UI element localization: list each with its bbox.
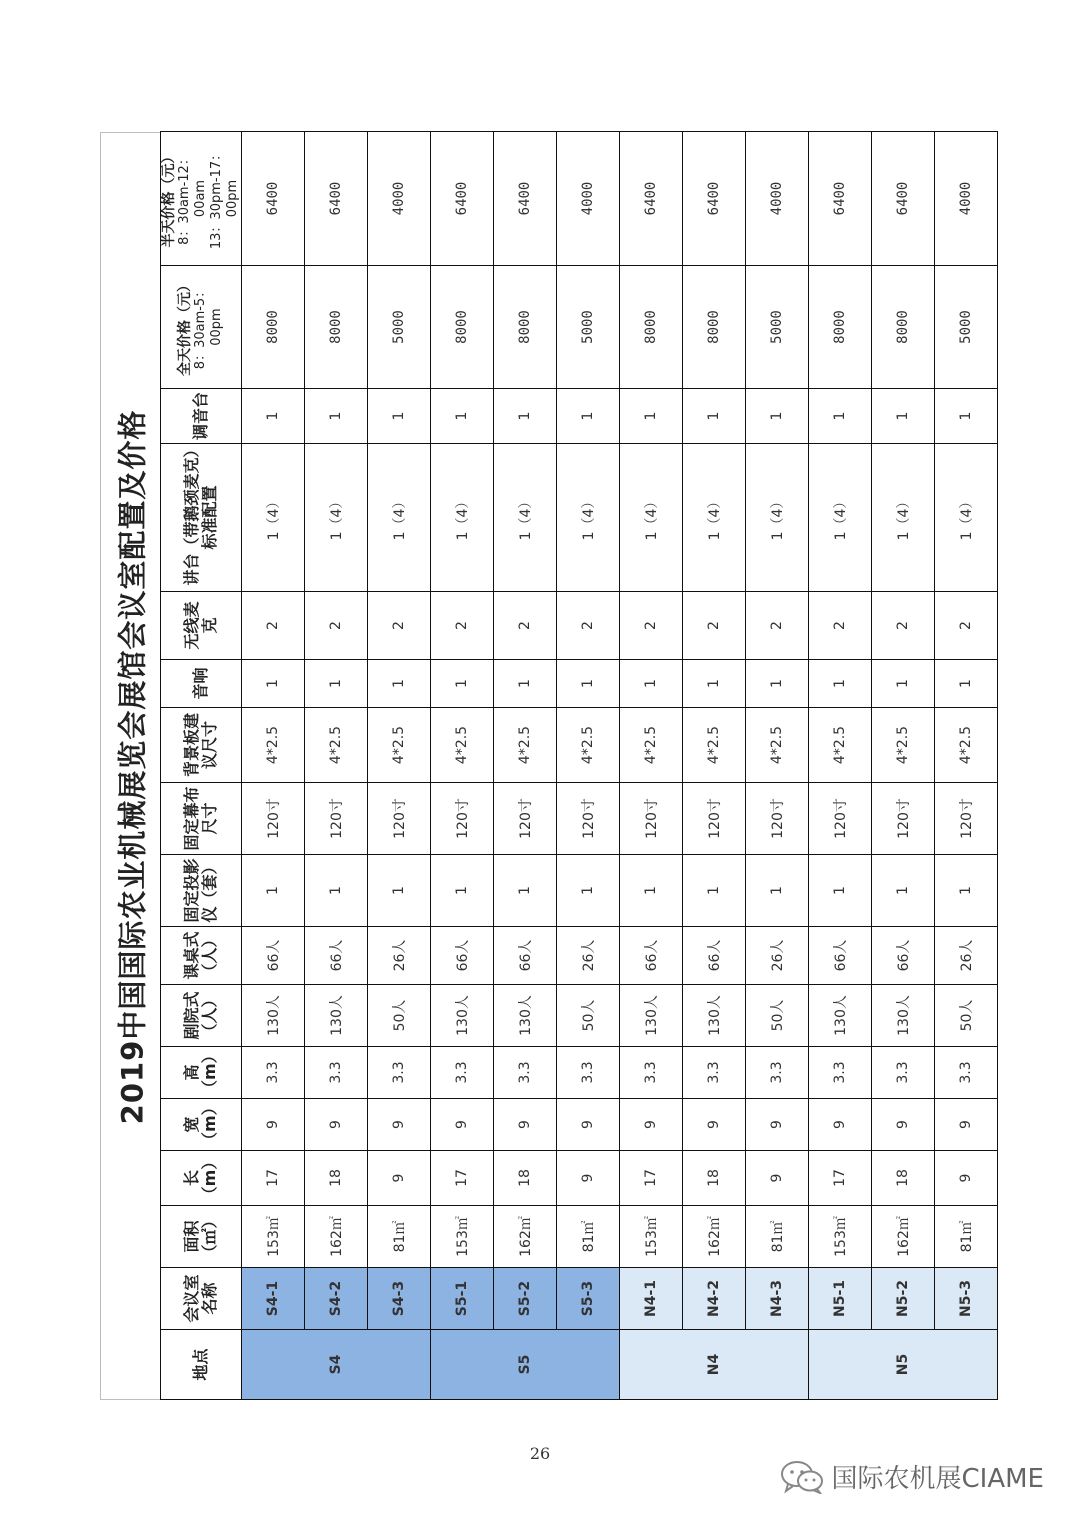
header-half-day-time-1: 8：30am-12：00am <box>177 152 208 245</box>
mixer-cell: 1 <box>620 389 683 444</box>
wireless-mic-cell: 2 <box>620 592 683 660</box>
width-cell: 9 <box>431 1099 494 1151</box>
header-half-day-time-2: 13：30pm-17：00pm <box>209 147 240 250</box>
half-day-cell: 6400 <box>242 132 305 266</box>
header-wireless-mic: 无线麦克 <box>161 592 242 660</box>
header-half-day <box>161 132 242 266</box>
half-day-cell: 4000 <box>557 132 620 266</box>
wireless-mic-cell: 2 <box>557 592 620 660</box>
full-day-cell: 5000 <box>935 266 998 389</box>
room-name-cell: N4-1 <box>620 1268 683 1330</box>
theater-cell: 50人 <box>557 985 620 1047</box>
screen-cell: 120寸 <box>683 783 746 855</box>
area-cell: 153㎡ <box>431 1206 494 1268</box>
projector-cell: 1 <box>368 855 431 927</box>
full-day-cell: 8000 <box>683 266 746 389</box>
full-day-cell: 8000 <box>431 266 494 389</box>
mixer-cell: 1 <box>368 389 431 444</box>
room-price-table <box>160 131 998 1400</box>
table-row <box>620 132 683 1400</box>
table-row <box>242 132 305 1400</box>
room-name-cell: S4-2 <box>305 1268 368 1330</box>
height-cell: 3.3 <box>872 1047 935 1099</box>
theater-cell: 130人 <box>431 985 494 1047</box>
screen-cell: 120寸 <box>368 783 431 855</box>
half-day-cell: 4000 <box>368 132 431 266</box>
classroom-cell: 66人 <box>431 927 494 985</box>
theater-cell: 50人 <box>368 985 431 1047</box>
table-row <box>872 132 935 1400</box>
podium-cell: 1（4） <box>494 444 557 592</box>
screen-cell: 120寸 <box>746 783 809 855</box>
room-name-cell: N4-3 <box>746 1268 809 1330</box>
half-day-cell: 4000 <box>746 132 809 266</box>
speaker-cell: 1 <box>557 660 620 708</box>
speaker-cell: 1 <box>494 660 557 708</box>
classroom-cell: 66人 <box>494 927 557 985</box>
table-row <box>431 132 494 1400</box>
length-cell: 17 <box>620 1151 683 1206</box>
backdrop-cell: 4*2.5 <box>368 708 431 783</box>
header-mixer: 调音台 <box>161 389 242 444</box>
podium-cell: 1（4） <box>431 444 494 592</box>
height-cell: 3.3 <box>935 1047 998 1099</box>
wireless-mic-cell: 2 <box>242 592 305 660</box>
classroom-cell: 26人 <box>746 927 809 985</box>
classroom-cell: 66人 <box>809 927 872 985</box>
header-podium: 讲台（带鹅颈麦克）标准配置 <box>161 444 242 592</box>
projector-cell: 1 <box>557 855 620 927</box>
wireless-mic-cell: 2 <box>494 592 557 660</box>
full-day-cell: 5000 <box>746 266 809 389</box>
speaker-cell: 1 <box>305 660 368 708</box>
header-half-day-title: 半天价格（元） <box>161 149 177 248</box>
classroom-cell: 26人 <box>935 927 998 985</box>
table-wrapper <box>160 132 978 1400</box>
header-classroom: 课桌式（人） <box>161 927 242 985</box>
speaker-cell: 1 <box>368 660 431 708</box>
room-name-cell: S5-1 <box>431 1268 494 1330</box>
mixer-cell: 1 <box>683 389 746 444</box>
mixer-cell: 1 <box>872 389 935 444</box>
height-cell: 3.3 <box>620 1047 683 1099</box>
width-cell: 9 <box>242 1099 305 1151</box>
projector-cell: 1 <box>746 855 809 927</box>
screen-cell: 120寸 <box>431 783 494 855</box>
backdrop-cell: 4*2.5 <box>935 708 998 783</box>
table-row <box>368 132 431 1400</box>
header-area: 面积（㎡） <box>161 1206 242 1268</box>
table-row <box>683 132 746 1400</box>
full-day-cell: 8000 <box>809 266 872 389</box>
screen-cell: 120寸 <box>557 783 620 855</box>
classroom-cell: 66人 <box>620 927 683 985</box>
room-name-cell: N5-1 <box>809 1268 872 1330</box>
theater-cell: 130人 <box>683 985 746 1047</box>
half-day-cell: 4000 <box>935 132 998 266</box>
area-cell: 81㎡ <box>746 1206 809 1268</box>
height-cell: 3.3 <box>809 1047 872 1099</box>
room-name-cell: N4-2 <box>683 1268 746 1330</box>
mixer-cell: 1 <box>935 389 998 444</box>
header-full-day-time: 8：30am-5：00pm <box>193 284 224 370</box>
header-height: 高（m） <box>161 1047 242 1099</box>
width-cell: 9 <box>494 1099 557 1151</box>
header-speaker: 音响 <box>161 660 242 708</box>
speaker-cell: 1 <box>872 660 935 708</box>
header-full-day <box>161 266 242 389</box>
header-width: 宽（m） <box>161 1099 242 1151</box>
table-row <box>935 132 998 1400</box>
backdrop-cell: 4*2.5 <box>242 708 305 783</box>
length-cell: 18 <box>494 1151 557 1206</box>
area-cell: 162㎡ <box>683 1206 746 1268</box>
full-day-cell: 8000 <box>305 266 368 389</box>
wireless-mic-cell: 2 <box>746 592 809 660</box>
table-row <box>494 132 557 1400</box>
podium-cell: 1（4） <box>620 444 683 592</box>
projector-cell: 1 <box>305 855 368 927</box>
area-cell: 162㎡ <box>872 1206 935 1268</box>
mixer-cell: 1 <box>494 389 557 444</box>
height-cell: 3.3 <box>242 1047 305 1099</box>
projector-cell: 1 <box>935 855 998 927</box>
classroom-cell: 66人 <box>872 927 935 985</box>
projector-cell: 1 <box>683 855 746 927</box>
classroom-cell: 66人 <box>305 927 368 985</box>
area-cell: 81㎡ <box>935 1206 998 1268</box>
backdrop-cell: 4*2.5 <box>809 708 872 783</box>
half-day-cell: 6400 <box>620 132 683 266</box>
length-cell: 17 <box>431 1151 494 1206</box>
theater-cell: 130人 <box>809 985 872 1047</box>
full-day-cell: 5000 <box>368 266 431 389</box>
full-day-cell: 8000 <box>242 266 305 389</box>
half-day-cell: 6400 <box>809 132 872 266</box>
screen-cell: 120寸 <box>305 783 368 855</box>
speaker-cell: 1 <box>620 660 683 708</box>
header-backdrop: 背景板建议尺寸 <box>161 708 242 783</box>
area-cell: 162㎡ <box>494 1206 557 1268</box>
half-day-cell: 6400 <box>305 132 368 266</box>
podium-cell: 1（4） <box>683 444 746 592</box>
document-title: 2019中国国际农业机械展览会展馆会议室配置及价格 <box>115 409 150 1125</box>
mixer-cell: 1 <box>431 389 494 444</box>
header-location: 地点 <box>161 1330 242 1400</box>
theater-cell: 130人 <box>242 985 305 1047</box>
mixer-cell: 1 <box>242 389 305 444</box>
mixer-cell: 1 <box>305 389 368 444</box>
wireless-mic-cell: 2 <box>935 592 998 660</box>
projector-cell: 1 <box>809 855 872 927</box>
room-name-cell: N5-2 <box>872 1268 935 1330</box>
width-cell: 9 <box>305 1099 368 1151</box>
area-cell: 153㎡ <box>809 1206 872 1268</box>
half-day-cell: 6400 <box>872 132 935 266</box>
area-cell: 81㎡ <box>557 1206 620 1268</box>
mixer-cell: 1 <box>746 389 809 444</box>
projector-cell: 1 <box>242 855 305 927</box>
theater-cell: 130人 <box>872 985 935 1047</box>
location-cell: S5 <box>431 1330 620 1400</box>
width-cell: 9 <box>809 1099 872 1151</box>
podium-cell: 1（4） <box>368 444 431 592</box>
length-cell: 9 <box>746 1151 809 1206</box>
table-body <box>242 132 998 1400</box>
screen-cell: 120寸 <box>620 783 683 855</box>
podium-cell: 1（4） <box>242 444 305 592</box>
backdrop-cell: 4*2.5 <box>494 708 557 783</box>
height-cell: 3.3 <box>683 1047 746 1099</box>
speaker-cell: 1 <box>746 660 809 708</box>
theater-cell: 130人 <box>305 985 368 1047</box>
screen-cell: 120寸 <box>872 783 935 855</box>
watermark <box>780 1458 1044 1495</box>
length-cell: 18 <box>305 1151 368 1206</box>
podium-cell: 1（4） <box>935 444 998 592</box>
projector-cell: 1 <box>431 855 494 927</box>
screen-cell: 120寸 <box>809 783 872 855</box>
height-cell: 3.3 <box>494 1047 557 1099</box>
area-cell: 81㎡ <box>368 1206 431 1268</box>
backdrop-cell: 4*2.5 <box>746 708 809 783</box>
length-cell: 17 <box>242 1151 305 1206</box>
room-name-cell: S5-3 <box>557 1268 620 1330</box>
theater-cell: 130人 <box>620 985 683 1047</box>
table-row <box>557 132 620 1400</box>
theater-cell: 50人 <box>746 985 809 1047</box>
width-cell: 9 <box>872 1099 935 1151</box>
speaker-cell: 1 <box>431 660 494 708</box>
full-day-cell: 8000 <box>494 266 557 389</box>
watermark-text: 国际农机展CIAME <box>831 1464 1044 1494</box>
area-cell: 162㎡ <box>305 1206 368 1268</box>
location-cell: S4 <box>242 1330 431 1400</box>
wechat-icon <box>780 1460 824 1494</box>
room-name-cell: N5-3 <box>935 1268 998 1330</box>
half-day-cell: 6400 <box>494 132 557 266</box>
projector-cell: 1 <box>872 855 935 927</box>
header-screen: 固定幕布尺寸 <box>161 783 242 855</box>
podium-cell: 1（4） <box>557 444 620 592</box>
projector-cell: 1 <box>494 855 557 927</box>
mixer-cell: 1 <box>809 389 872 444</box>
backdrop-cell: 4*2.5 <box>620 708 683 783</box>
wireless-mic-cell: 2 <box>368 592 431 660</box>
header-full-day-title: 全天价格（元） <box>177 278 193 376</box>
width-cell: 9 <box>368 1099 431 1151</box>
length-cell: 18 <box>683 1151 746 1206</box>
header-row <box>161 132 242 1400</box>
location-cell: N5 <box>809 1330 998 1400</box>
area-cell: 153㎡ <box>242 1206 305 1268</box>
height-cell: 3.3 <box>305 1047 368 1099</box>
length-cell: 9 <box>935 1151 998 1206</box>
wireless-mic-cell: 2 <box>431 592 494 660</box>
header-room-name: 会议室名称 <box>161 1268 242 1330</box>
wireless-mic-cell: 2 <box>809 592 872 660</box>
backdrop-cell: 4*2.5 <box>557 708 620 783</box>
table-row <box>809 132 872 1400</box>
width-cell: 9 <box>557 1099 620 1151</box>
length-cell: 9 <box>368 1151 431 1206</box>
mixer-cell: 1 <box>557 389 620 444</box>
speaker-cell: 1 <box>809 660 872 708</box>
width-cell: 9 <box>746 1099 809 1151</box>
screen-cell: 120寸 <box>242 783 305 855</box>
full-day-cell: 8000 <box>620 266 683 389</box>
classroom-cell: 66人 <box>242 927 305 985</box>
room-name-cell: S5-2 <box>494 1268 557 1330</box>
width-cell: 9 <box>683 1099 746 1151</box>
length-cell: 18 <box>872 1151 935 1206</box>
header-theater: 剧院式（人） <box>161 985 242 1047</box>
classroom-cell: 26人 <box>368 927 431 985</box>
classroom-cell: 26人 <box>557 927 620 985</box>
page-number: 26 <box>529 1444 551 1463</box>
length-cell: 17 <box>809 1151 872 1206</box>
projector-cell: 1 <box>620 855 683 927</box>
half-day-cell: 6400 <box>431 132 494 266</box>
backdrop-cell: 4*2.5 <box>683 708 746 783</box>
wireless-mic-cell: 2 <box>305 592 368 660</box>
theater-cell: 130人 <box>494 985 557 1047</box>
full-day-cell: 5000 <box>557 266 620 389</box>
room-name-cell: S4-3 <box>368 1268 431 1330</box>
room-name-cell: S4-1 <box>242 1268 305 1330</box>
header-length: 长（m） <box>161 1151 242 1206</box>
speaker-cell: 1 <box>683 660 746 708</box>
wireless-mic-cell: 2 <box>872 592 935 660</box>
full-day-cell: 8000 <box>872 266 935 389</box>
length-cell: 9 <box>557 1151 620 1206</box>
backdrop-cell: 4*2.5 <box>305 708 368 783</box>
height-cell: 3.3 <box>431 1047 494 1099</box>
width-cell: 9 <box>620 1099 683 1151</box>
title-strip <box>100 132 160 1400</box>
width-cell: 9 <box>935 1099 998 1151</box>
podium-cell: 1（4） <box>872 444 935 592</box>
theater-cell: 50人 <box>935 985 998 1047</box>
backdrop-cell: 4*2.5 <box>872 708 935 783</box>
screen-cell: 120寸 <box>494 783 557 855</box>
table-row <box>305 132 368 1400</box>
table-row <box>746 132 809 1400</box>
height-cell: 3.3 <box>368 1047 431 1099</box>
podium-cell: 1（4） <box>746 444 809 592</box>
half-day-cell: 6400 <box>683 132 746 266</box>
speaker-cell: 1 <box>242 660 305 708</box>
wireless-mic-cell: 2 <box>683 592 746 660</box>
location-cell: N4 <box>620 1330 809 1400</box>
speaker-cell: 1 <box>935 660 998 708</box>
height-cell: 3.3 <box>557 1047 620 1099</box>
backdrop-cell: 4*2.5 <box>431 708 494 783</box>
classroom-cell: 66人 <box>683 927 746 985</box>
podium-cell: 1（4） <box>809 444 872 592</box>
screen-cell: 120寸 <box>935 783 998 855</box>
podium-cell: 1（4） <box>305 444 368 592</box>
header-projector: 固定投影仪（套） <box>161 855 242 927</box>
height-cell: 3.3 <box>746 1047 809 1099</box>
area-cell: 153㎡ <box>620 1206 683 1268</box>
